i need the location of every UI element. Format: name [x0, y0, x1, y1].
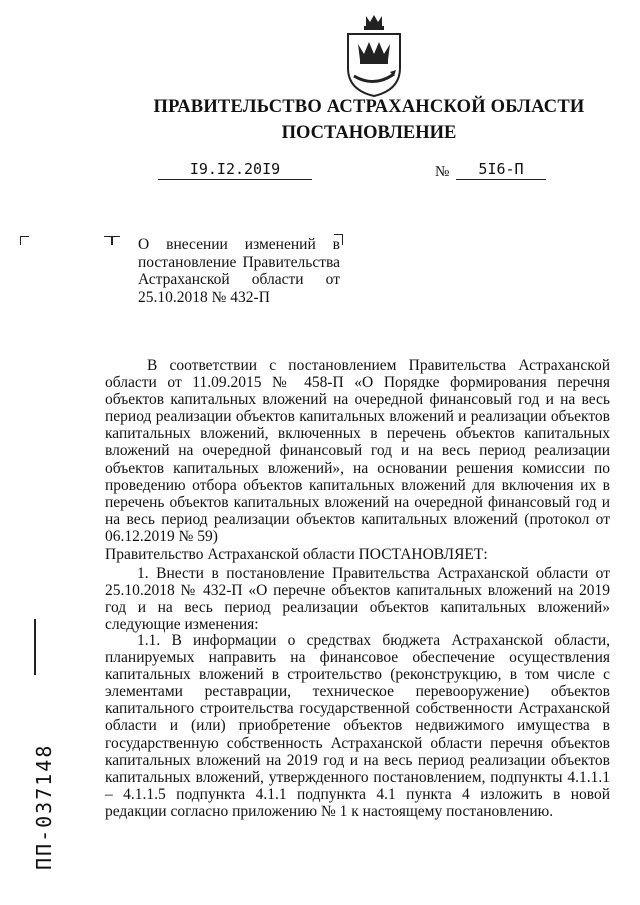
clause-1: 1. Внести в постановление Правительства Астраханской области от 25.10.2018 № 432-П «О перечне объектов капитальных вложений на 2019 год и на весь период реализации объектов капитальных вложений» следующие изменения: [105, 565, 610, 634]
document-type-title: ПОСТАНОВЛЕНИЕ [281, 123, 457, 143]
corner-mark-subject-left-2 [104, 236, 113, 245]
subject-line: О внесении изменений в [138, 236, 340, 253]
subject-line: Астраханской области от [138, 271, 340, 288]
decree-statement: Правительство Астраханской области ПОСТАНОВЛЯЕТ: [105, 546, 488, 563]
clause-1-1: 1.1. В информации о средствах бюджета Астраханской области, планируемых направить на финансовое обеспечение осуществления капитальных вложений в строительство (реконструкцию, в том числе с элементами реставрации, техническое перевооружение) объектов капитального строительства государственной собственности Астраханской области и (или) приобретение объектов недвижимого имущества в государственную собственность Астраханской области перечня объектов капитальных вложений на 2019 год и на весь период реализации объектов капитальных вложений, утвержденного постановлением, подпункты 4.1.1.1 – 4.1.1.5 подпункта 4.1.1 подпункта 4.1 пункта 4 изложить в новой редакции согласно приложению № 1 к настоящему постановлению. [105, 632, 610, 820]
corner-mark-left [20, 236, 29, 245]
subject-line: 25.10.2018 № 432-П [138, 288, 270, 306]
number-label: № [435, 164, 450, 180]
margin-bar [34, 619, 36, 675]
document-number: 5I6-П [456, 160, 546, 180]
document-subject [138, 236, 340, 306]
document-date: I9.I2.20I9 [158, 160, 312, 180]
coat-of-arms-emblem [344, 14, 404, 98]
side-registration-code: ПП-037148 [32, 743, 56, 870]
subject-line: постановление Правительства [138, 253, 340, 271]
government-title: ПРАВИТЕЛЬСТВО АСТРАХАНСКОЙ ОБЛАСТИ [153, 97, 585, 117]
preamble-paragraph: В соответствии с постановлением Правительства Астраханской области от 11.09.2015 № 458-П «О Порядке формирования перечня объектов капитальных вложений на очередной финансовый год и на весь период реализации объектов капитальных вложений и реализации объектов капитальных вложений, включенных в перечень объектов капитальных вложений на очередной финансовый год и на весь период реализации объектов капитальных вложений», на основании решения комиссии по проведению отбора объектов капитальных вложений для включения их в перечень объектов капитальных вложений на очередной финансовый год и на весь период реализации объектов капитальных вложений (протокол от 06.12.2019 № 59) [105, 357, 610, 545]
